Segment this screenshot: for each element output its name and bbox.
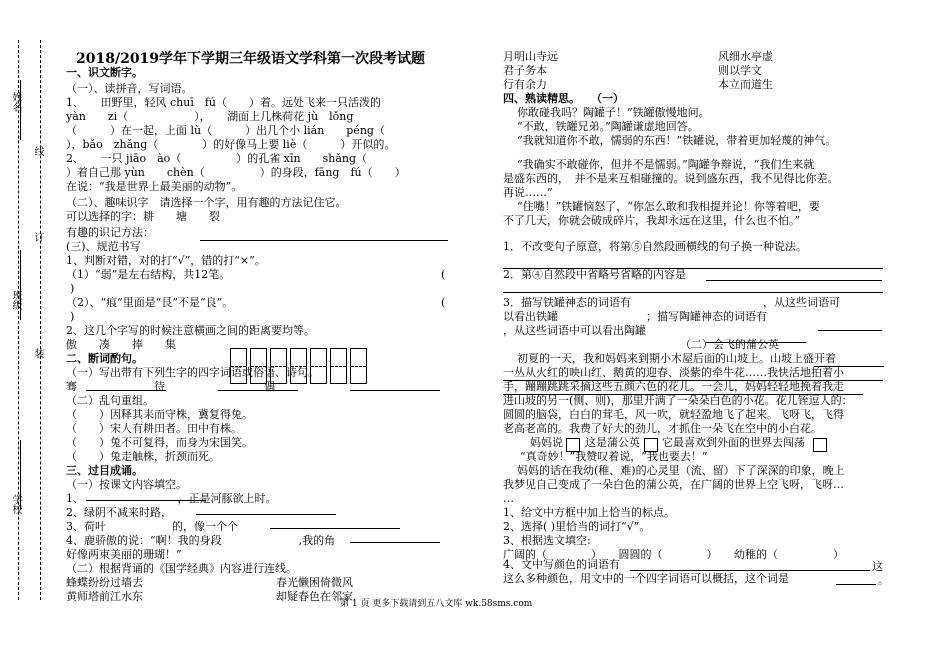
color-words-tail: 这 [872, 560, 883, 573]
left-text-line: （ ）在一起，上面 lù（ ）出几个小 lián péng（ [66, 124, 385, 137]
right-text-line: 4、文中写颜色的词语有 [503, 558, 620, 571]
left-text-line: ），bǎo zhǎng（ ）的好像马上要 liè（ ）开似的。 [66, 138, 396, 151]
left-text-line: 1、判断对错，对的打“√”，错的打“×”。 [66, 254, 266, 267]
right-text-line: 手，蹦蹦跳跳采摘这些五颜六色的花儿。一会儿，妈妈轻轻地挽着我走 [503, 380, 844, 393]
match-item[interactable]: 月明山寺远 [503, 50, 558, 63]
right-text-line: 不了几天，你就会破成碎片，我却永远在这里，什么也不怕。” [503, 214, 801, 227]
page-title: 2018/2019学年下学期三年级语文学科第一次段考试题 [76, 51, 426, 67]
left-text-line: 傲 凑 捧 集 [66, 338, 176, 351]
answer-line-2b[interactable] [503, 292, 883, 293]
match-item[interactable]: 黄师塔前江水东 [66, 590, 143, 603]
paren-2[interactable]: ( [441, 296, 446, 309]
left-text-line: 4、鹿骄傲的说：“啊！我的身段 ,我的角 [66, 534, 336, 547]
page-footer: 第 1 页 更多下载请到五八文库 wk.58sms.com [340, 599, 533, 609]
right-text-line: 我梦见自己变成了一朵白色的蒲公英，在广阔的世界上空飞呀，飞呀… [503, 478, 844, 491]
right-text-line: ，从这些词语中可以看出陶罐 [503, 324, 646, 337]
right-text-line: 这么多种颜色，用文中的一个四字词语可以概括，这个词是 [503, 572, 789, 585]
summary-word-blank[interactable] [836, 584, 876, 585]
left-text-line: （二）、趣味识字 请选择一个字，用有趣的方法记住它。 [66, 196, 347, 209]
punctuation-box-2[interactable] [644, 438, 658, 452]
paren-1b[interactable]: ) [70, 282, 75, 295]
right-text-line: … [503, 492, 514, 505]
left-text-line: （一）按课文内容填空。 [66, 478, 187, 491]
left-text-line: （ ）因释其耒而守株，冀复得兔。 [66, 408, 253, 421]
left-text-line: 2、绿阴不减来时路， [66, 506, 172, 519]
answer-line-3[interactable] [818, 330, 882, 331]
margin-name-label: 姓名 [10, 92, 21, 112]
left-text-line: 二、断词酌句。 [66, 352, 143, 365]
name-blank[interactable] [20, 80, 21, 140]
grid-cell[interactable] [290, 348, 307, 384]
left-text-line: 在说：“我是世界上最美丽的动物”。 [66, 180, 243, 193]
grid-cell[interactable] [310, 348, 327, 384]
left-text-line: 好像两束美丽的珊瑚！” [66, 548, 182, 561]
left-text-line: 可以选择的字：耕 塘 裂 [66, 210, 220, 223]
left-text-line: 骞 待 偶 [66, 380, 275, 393]
right-text-line: 一丛从火红的映山红、鹅黄的迎春、淡紫的牵牛花……我快活地拍着小 [503, 366, 844, 379]
match-item[interactable]: 蜂蝶纷纷过墙去 [66, 576, 143, 589]
underlined-sentence-a [814, 366, 884, 367]
punctuation-box-1[interactable] [566, 438, 580, 452]
right-text-line: 你敢碰我吗？陶罐子！”铁罐傲慢地问。 [517, 106, 710, 119]
fill-blank-3[interactable] [270, 528, 400, 529]
margin-line-label: 线 [32, 146, 43, 156]
left-text-line: （一）写出带有下列生字的四字词语或俗语、诗句。 [66, 366, 319, 379]
left-text-line: （二）乱句重组。 [66, 394, 154, 407]
left-text-line: ）着自己那 yùn chèn（ ）的身段，fāng fú（ ） [66, 166, 406, 179]
right-text-line: 妈妈的话在我幼(稚、难)的心灵里（流、留）下了深深的印象，晚上 [517, 464, 845, 477]
left-text-line: 2、这几个字写的时候注意横画之间的距离要均等。 [66, 324, 315, 337]
right-text-line: “真奇妙！”我赞叹着说，“我也要去！” [520, 450, 708, 463]
match-item[interactable]: 却疑春色在邻家 [276, 590, 353, 603]
right-text-line: 圆圆的脑袋，白白的茸毛，风一吹，就轻盈地飞了起来。飞呀飞，飞得 [503, 408, 844, 421]
margin-dashed-line [18, 40, 19, 600]
right-text-line: 2、选择( )里恰当的词打“√”。 [503, 520, 651, 533]
right-text-line: 1、给文中方框中加上恰当的标点。 [503, 506, 675, 519]
class-blank[interactable] [20, 250, 21, 320]
match-item[interactable]: 春光懒困倚微风 [276, 576, 353, 589]
left-text-line: 三、过目成诵。 [66, 464, 143, 477]
left-text-line: （一）、读拼音，写词语。 [66, 82, 193, 95]
writing-grid[interactable] [230, 348, 370, 384]
match-item[interactable]: 君子务本 [503, 64, 547, 77]
right-text-line: 3、根据选文填空: [503, 534, 591, 547]
grid-cell[interactable] [230, 348, 247, 384]
word-blank-2[interactable] [218, 390, 298, 391]
right-text-line: 再说……” [503, 186, 553, 199]
margin-class-label: 班级 [10, 290, 21, 310]
right-text-line: 进山坡的另一(侧、则)，那里开满了一朵朵白色的小花。花儿铚逗人的： [503, 394, 853, 407]
color-words-blank[interactable] [630, 570, 870, 571]
underlined-sentence-c [503, 394, 863, 395]
school-blank[interactable] [20, 440, 21, 510]
paren-1[interactable]: ( [441, 268, 446, 281]
answer-line-1[interactable] [503, 268, 883, 269]
left-text-line: （ ）宋人有耕田者。田中有株。 [66, 422, 242, 435]
left-text-line: (三)、规范书写 [66, 240, 141, 253]
match-item[interactable]: 本立而道生 [718, 78, 773, 91]
left-text-line: 3、荷叶 的，像一个个 [66, 520, 238, 533]
left-text-line: （二）根据背诵的《国学经典》内容进行连线。 [66, 562, 297, 575]
right-text-line: 老高老高的。我费了好大的劲儿，才抓住一朵飞在空中的小白花。 [503, 422, 822, 435]
match-item[interactable]: 则以学文 [718, 64, 762, 77]
summary-word-tail: 。 [878, 574, 889, 587]
grid-cell[interactable] [350, 348, 367, 384]
answer-line-4[interactable] [706, 342, 806, 343]
right-text-line: “住嘴！”铁罐恼怒了，“你怎么敢和我相提并论！你等着吧，要 [517, 200, 820, 213]
right-text-line: “不敢，铁罐兄弟。”陶罐谦虚地回答。 [517, 120, 699, 133]
left-text-line: （1）“弱”是左右结构，共12笔。 [66, 268, 231, 281]
grid-cell[interactable] [270, 348, 287, 384]
margin-fold-label: 订 [32, 232, 43, 242]
underlined-sentence-b [503, 380, 883, 381]
fill-blank-1[interactable] [86, 500, 206, 501]
right-text-line: “我就知道你不敢，懦弱的东西！”铁罐说，带着更加轻蔑的神气。 [517, 134, 837, 147]
punctuation-box-3[interactable] [813, 438, 827, 452]
fill-blank-4[interactable] [350, 542, 440, 543]
right-text-line: 2．第④自然段中省略号省略的内容是 [503, 268, 686, 281]
right-text-line: 四、熟读精思。 （一） [503, 92, 624, 105]
left-text-line: yàn zi（ ）， 湖面上几株荷花 jù lǒng [66, 110, 354, 123]
margin-school-label: 学校 [10, 494, 21, 514]
left-text-line: （ ）兔走触株，折颈而死。 [66, 450, 220, 463]
right-text-line: 初夏的一天，我和妈妈来到期小木屋后面的山坡上。山坡上盛开着 [517, 352, 836, 365]
right-text-line: 3．描写铁罐神态的词语有 ，从这些词语可 [503, 296, 840, 309]
match-item[interactable]: 风细水亭虚 [718, 50, 773, 63]
match-item[interactable]: 行有余力 [503, 78, 547, 91]
fill-blank-2[interactable] [196, 514, 336, 515]
right-text-line: 1．不改变句子原意，将第⑤自然段画横线的句子换一种说法。 [503, 240, 807, 253]
left-text-line: （2）、“痕”里面是“艮”不是“良”。 [66, 296, 234, 309]
left-text-line: 2、 一只 jiāo ào（ ）的孔雀 xīn shǎng（ [66, 152, 367, 165]
left-text-line: 1、 ，正是河豚欲上时。 [66, 492, 277, 505]
memory-method-blank[interactable] [200, 240, 448, 241]
margin-dashed-line-2 [40, 40, 41, 600]
left-text-line: （ ）兔不可复得，而身为宋国笑。 [66, 436, 253, 449]
paren-2b[interactable]: ) [70, 310, 75, 323]
word-blank-3[interactable] [350, 390, 440, 391]
grid-cell[interactable] [250, 348, 267, 384]
right-text-line: 广阔的（ ） 圆圆的（ ） 幼稚的（ ） [503, 548, 844, 561]
margin-bind-label: 装 [32, 348, 43, 358]
right-text-line: 妈妈说 这是蒲公英 它最喜欢到外面的世界去闯荡 [530, 436, 805, 449]
right-text-line: “我确实不敢碰你，但并不是懦弱。”陶罐争辩说，“我们生来就 [517, 158, 815, 171]
right-text-line: 以看出铁罐 ；描写陶罐神态的词语有 [503, 310, 767, 323]
right-text-line: （二）会飞的蒲公英 [680, 338, 779, 351]
grid-cell[interactable] [330, 348, 347, 384]
answer-line-2[interactable] [706, 280, 882, 281]
right-text-line: 是盛东西的， 并不是来互相碰撞的。说到盛东西，我不见得比你差。 [503, 172, 839, 185]
left-text-line: 有趣的识记方法： [66, 226, 154, 239]
left-text-line: 1、 田野里，轻风 chuī fú（ ）着。远处飞来一只活泼的 [66, 96, 381, 109]
left-text-line: 一、识文断字。 [66, 66, 143, 79]
word-blank-1[interactable] [86, 390, 166, 391]
